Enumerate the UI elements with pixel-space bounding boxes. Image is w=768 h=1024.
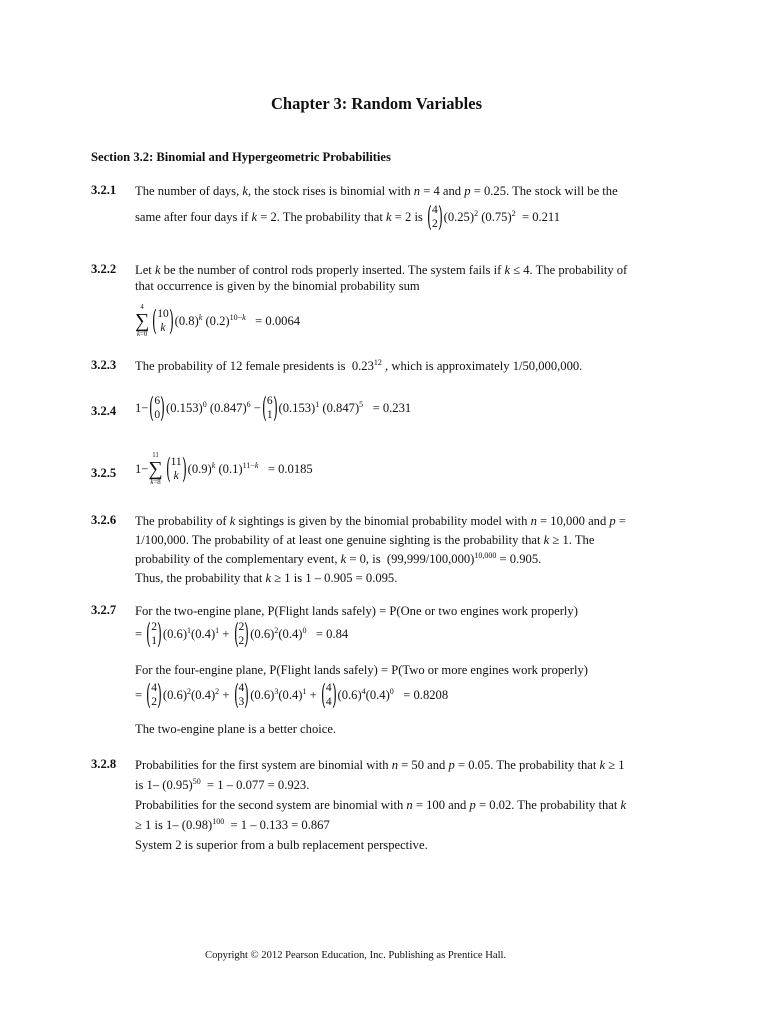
binomial-coefficient: ( 6 0 ) (149, 391, 166, 424)
binomial-coefficient: ( 2 2 ) (233, 617, 250, 650)
problem-number: 3.2.2 (91, 262, 117, 276)
copyright-footer: Copyright © 2012 Pearson Education, Inc. Publishing as Prentice Hall. (205, 950, 507, 961)
chapter-title: Chapter 3: Random Variables (271, 94, 483, 113)
binomial-coefficient: ( 4 2 ) (427, 200, 443, 233)
problem-text: probability of the complementary event, k = 0, is $(99,999/100,000)^{10,000} = 0.905$. (135, 551, 542, 566)
problem-text: that occurrence is given by the binomial probability sum (135, 279, 420, 293)
problem-number: 3.2.4 (91, 404, 117, 418)
problem-text: Probabilities for the second system are binomial with n = 100 and p = 0.02. The probability that k (135, 798, 627, 812)
problem-text: System 2 is superior from a bulb replacement perspective. (135, 838, 428, 852)
problem-number: 3.2.8 (91, 757, 117, 771)
binomial-coefficient: ( 4 4 ) (320, 678, 337, 711)
problem-number: 3.2.6 (91, 513, 117, 527)
problem-text: The two-engine plane is a better choice. (135, 722, 337, 736)
section-title: Section 3.2: Binomial and Hypergeometric Probabilities (91, 150, 391, 164)
problem-text: The probability of 12 female presidents is 0.23$^{12}$ , which is approximately 1/50,000,000. (135, 358, 583, 373)
summation-sign: 4 ∑ k=0 (135, 304, 150, 338)
problem-equation: 1− 11 ∑ k=8 ( 11 k ) $(0.9)^k$ $(0.1)^{11-k} = 0.0185$ (135, 452, 313, 486)
problem-text: For the four-engine plane, P(Flight lands safely) = P(Two or more engines work properly) (135, 663, 588, 677)
problem-text: 1/100,000. The probability of at least one genuine sighting is the probability that k ≥ 1. The (135, 533, 595, 547)
problem-text: Let k be the number of control rods properly inserted. The system fails if k ≤ 4. The probability of (135, 263, 628, 277)
problem-text: Probabilities for the first system are binomial with n = 50 and p = 0.05. The probability that k ≥ 1 (135, 758, 625, 772)
problem-number: 3.2.1 (91, 183, 117, 197)
problem-number: 3.2.7 (91, 603, 117, 617)
binomial-coefficient: ( 2 1 ) (146, 617, 162, 650)
problem-equation: = ( 4 2 ) $(0.6)^2(0.4)^2$ + ( 4 3 ) $(0.6)^3(0.4)^1$ + ( 4 4 ) $(0.6)^4(0.4)^0 = 0.8208$ (135, 678, 449, 711)
problem-number: 3.2.3 (91, 358, 117, 372)
summation-sign: 11 ∑ k=8 (148, 452, 163, 486)
problem-number: 3.2.5 (91, 466, 117, 480)
problem-text: For the two-engine plane, P(Flight lands safely) = P(One or two engines work properly) (135, 604, 578, 618)
binomial-coefficient: ( 4 2 ) (146, 678, 162, 711)
problem-text: The number of days, k, the stock rises is binomial with n = 4 and p = 0.25. The stock will be the (135, 184, 618, 198)
binomial-coefficient: ( 4 3 ) (233, 678, 250, 711)
problem-text: Thus, the probability that k ≥ 1 is 1 – 0.905 = 0.095. (135, 571, 398, 585)
problem-text: is 1– $(0.95)^{50} = 1 - 0.077 = 0.923$. (135, 777, 310, 792)
problem-equation: same after four days if k = 2. The probability that k = 2 is ( 4 2 ) $(0.25)^2$ $(0.75)^2 = 0.211$ (135, 200, 561, 233)
binomial-coefficient: ( 6 1 ) (261, 391, 278, 424)
binomial-coefficient: ( 10 k ) (152, 304, 174, 337)
problem-equation: 4 ∑ k=0 ( 10 k ) $(0.8)^k$ $(0.2)^{10-k} = 0.0064$ (135, 304, 301, 338)
binomial-coefficient: ( 11 k ) (165, 452, 187, 485)
problem-equation: 1− ( 6 0 ) $(0.153)^0$ $(0.847)^6$ − ( 6 1 ) $(0.153)^1$ $(0.847)^5 = 0.231$ (135, 391, 412, 424)
problem-text: The probability of k sightings is given by the binomial probability model with n = 10,000 and p = (135, 514, 626, 528)
problem-text: ≥ 1 is 1– $(0.98)^{100} = 1 - 0.133 = 0.867$ (135, 817, 330, 832)
problem-equation: = ( 2 1 ) $(0.6)^1(0.4)^1$ + ( 2 2 ) $(0.6)^2(0.4)^0 = 0.84$ (135, 617, 349, 650)
